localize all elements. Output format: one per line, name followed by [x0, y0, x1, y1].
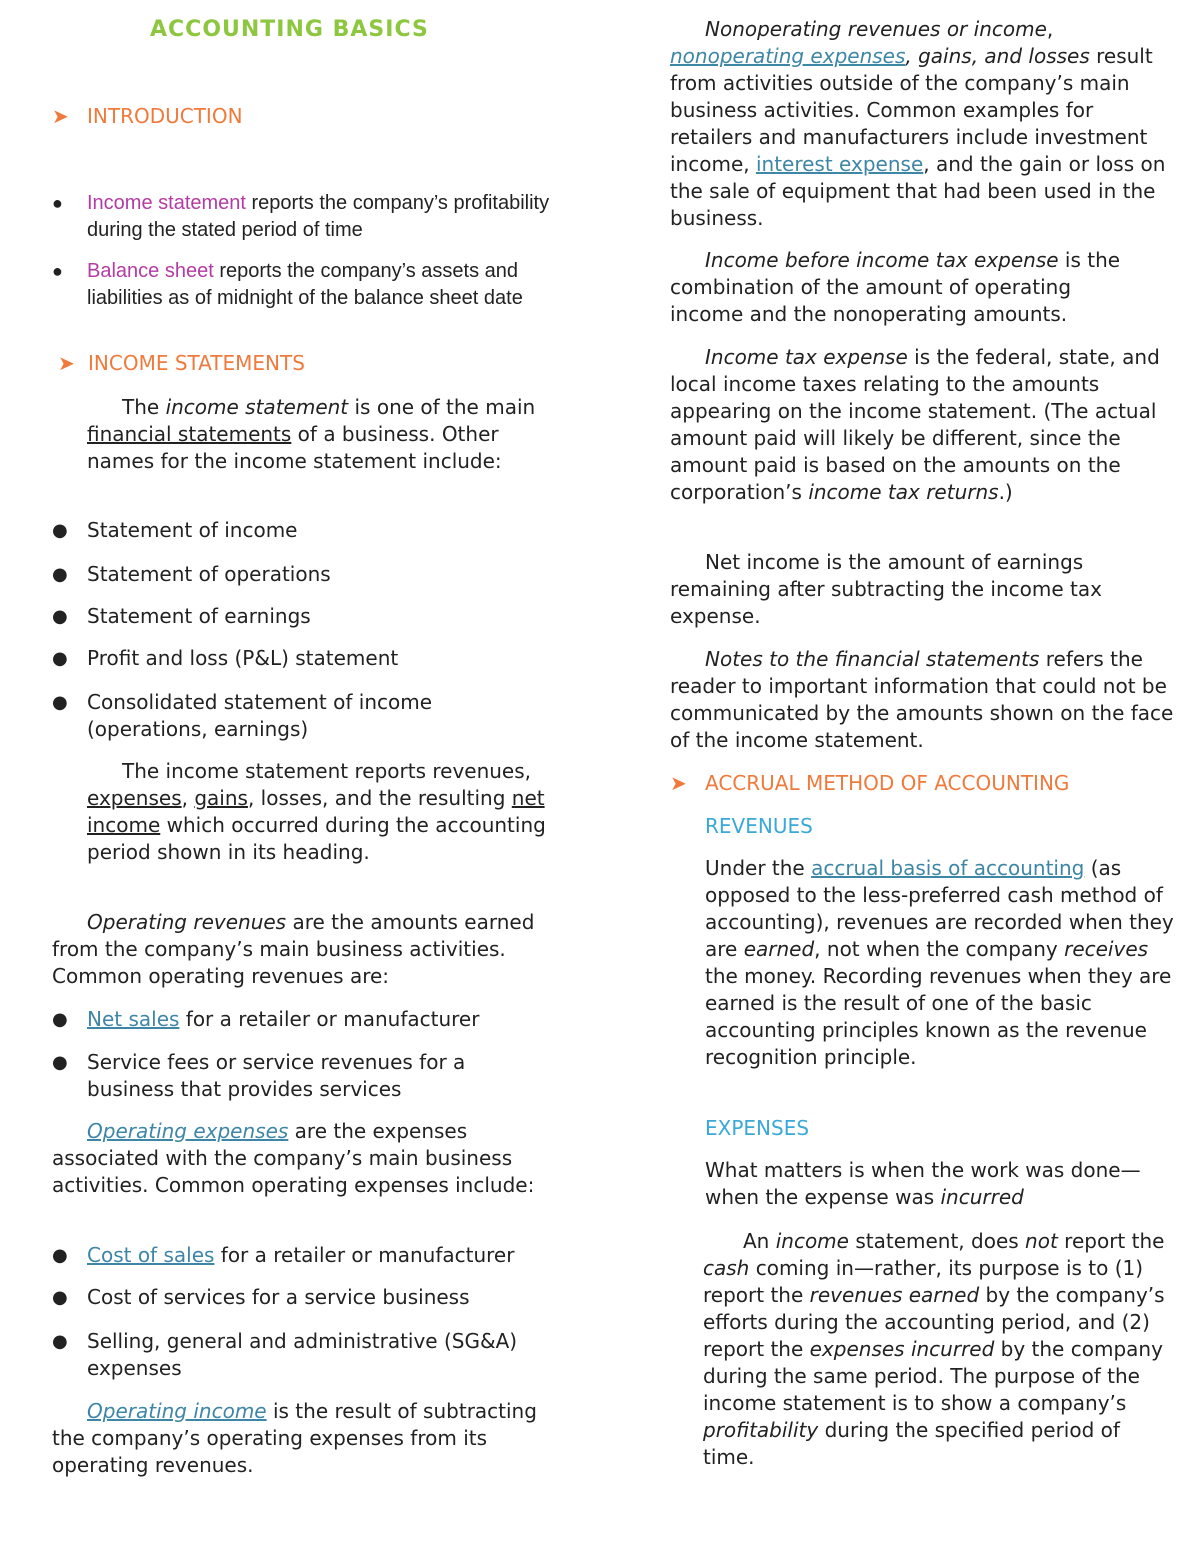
- text: of a business. Other names for the income statement include:: [87, 422, 502, 473]
- emphasis: Income tax expense: [705, 345, 908, 369]
- emphasis: Income before income tax expense: [705, 248, 1059, 272]
- paragraph: [670, 646, 1185, 754]
- list-item-text: [87, 258, 572, 312]
- text: ,: [1046, 17, 1054, 41]
- cost-of-sales-link[interactable]: Cost of sales: [87, 1243, 215, 1267]
- list-item-text: Statement of earnings: [87, 604, 311, 628]
- emphasis: Operating revenues: [87, 910, 287, 934]
- emphasis: profitability: [703, 1418, 819, 1442]
- list-item-text: [87, 1006, 479, 1033]
- text: The income statement reports revenues,: [122, 759, 532, 783]
- text: statement, does: [848, 1229, 1026, 1253]
- nonoperating-expenses-link[interactable]: nonoperating expenses: [670, 44, 906, 68]
- text: An: [743, 1229, 776, 1253]
- emphasis: receives: [1064, 937, 1149, 961]
- emphasis: income statement: [165, 395, 349, 419]
- list-item-text: [87, 190, 572, 244]
- list-item-text: [87, 1242, 514, 1269]
- financial-statements-link[interactable]: financial statements: [87, 422, 292, 446]
- section-heading-introduction: [52, 103, 243, 130]
- text: for a retailer or manufacturer: [214, 1243, 515, 1267]
- paragraph: [87, 394, 567, 475]
- text: .): [998, 480, 1013, 504]
- term-description: reports the company’s assets and liabilities as of midnight of the balance sheet date: [87, 260, 523, 309]
- list-item-text: Statement of operations: [87, 562, 331, 586]
- paragraph: [52, 1398, 567, 1479]
- operating-income-link[interactable]: Operating income: [87, 1399, 267, 1423]
- list-item-text: Statement of income: [87, 518, 298, 542]
- list-item-text: Profit and loss (P&L) statement: [87, 646, 399, 670]
- list-item: [52, 258, 572, 312]
- arrow-bullet-icon: ➤: [58, 351, 75, 375]
- paragraph: [670, 247, 1150, 328]
- net-sales-link[interactable]: Net sales: [87, 1007, 180, 1031]
- emphasis: income: [775, 1229, 849, 1253]
- text: by the company during the same period. The purpose of the income statement is to show a company’s: [703, 1337, 1163, 1415]
- emphasis: incurred: [940, 1185, 1024, 1209]
- text: by the company’s efforts during the accounting period, and (2) report the: [703, 1283, 1165, 1361]
- term-income-statement: Income statement: [87, 192, 246, 214]
- interest-expense-link[interactable]: interest expense: [755, 152, 924, 176]
- list-item: [52, 517, 572, 544]
- text: , losses, and the resulting: [247, 786, 512, 810]
- heading-text: ACCRUAL METHOD OF ACCOUNTING: [705, 771, 1070, 795]
- text: the money. Recording revenues when they are earned is the result of one of the basic accounting principles known as the revenue recognition principle.: [705, 964, 1172, 1069]
- page-title: ACCOUNTING BASICS: [150, 17, 429, 42]
- paragraph: Net income is the amount of earnings remaining after subtracting the income tax expense.: [670, 550, 1102, 628]
- accrual-basis-link[interactable]: accrual basis of accounting: [811, 856, 1085, 880]
- list-item: [52, 689, 492, 743]
- list-item: [52, 1242, 572, 1269]
- text: result from activities outside of the company’s main business activities. Common examples for retailers and manufacturers include investment income,: [670, 44, 1153, 176]
- text: during the specified period of time.: [703, 1418, 1120, 1469]
- bullet-dot-icon: ●: [52, 193, 63, 213]
- list-item: [52, 190, 572, 244]
- emphasis: Nonoperating revenues or income: [705, 17, 1047, 41]
- bullet-dot-icon: ●: [52, 1009, 68, 1030]
- list-item: [52, 1049, 522, 1103]
- text: (as opposed to the less-preferred cash method of accounting), revenues are recorded when they are: [705, 856, 1174, 961]
- paragraph: [670, 344, 1185, 506]
- emphasis: Notes to the financial statements: [705, 647, 1040, 671]
- text: is the combination of the amount of operating income and the nonoperating amounts.: [670, 248, 1121, 326]
- text: , not when the company: [814, 937, 1065, 961]
- list-item: [52, 645, 572, 672]
- text: The: [122, 395, 166, 419]
- list-item-text: Selling, general and administrative (SG&A) expenses: [87, 1329, 518, 1380]
- arrow-bullet-icon: ➤: [670, 771, 687, 795]
- heading-text: INTRODUCTION: [87, 104, 243, 128]
- paragraph: [670, 16, 1170, 232]
- expenses-link[interactable]: expenses: [87, 786, 182, 810]
- bullet-dot-icon: ●: [52, 1331, 68, 1352]
- list-item: [52, 1006, 572, 1033]
- emphasis: revenues earned: [809, 1283, 980, 1307]
- emphasis: earned: [743, 937, 815, 961]
- paragraph: [52, 1118, 557, 1199]
- emphasis: , gains, and losses: [905, 44, 1090, 68]
- list-item: [52, 603, 572, 630]
- list-item: [52, 1328, 572, 1382]
- bullet-dot-icon: ●: [52, 261, 63, 281]
- paragraph: [705, 1157, 1183, 1211]
- paragraph: [52, 909, 552, 990]
- emphasis: expenses incurred: [809, 1337, 995, 1361]
- paragraph: [87, 758, 572, 866]
- text: Under the: [705, 856, 812, 880]
- paragraph: [705, 855, 1180, 1071]
- text: ,: [181, 786, 195, 810]
- gains-link[interactable]: gains: [194, 786, 248, 810]
- text: is the federal, state, and local income taxes relating to the amounts appearing on the income statement. (The actual amount paid will likely be different, since the amount paid is based on the amounts on the corporation’s: [670, 345, 1160, 504]
- text: are the amounts earned from the company’s main business activities. Common operating revenues are:: [52, 910, 535, 988]
- heading-text: INCOME STATEMENTS: [88, 351, 305, 375]
- bullet-dot-icon: ●: [52, 648, 68, 669]
- text: report the: [1057, 1229, 1165, 1253]
- text: What matters is when the work was done—when the expense was: [705, 1158, 1141, 1209]
- list-item: [52, 1284, 572, 1311]
- list-item-text: Cost of services for a service business: [87, 1285, 470, 1309]
- text: is the result of subtracting the company’s operating expenses from its operating revenues.: [52, 1399, 537, 1477]
- subheading-expenses: EXPENSES: [705, 1116, 810, 1140]
- emphasis: income tax returns: [808, 480, 999, 504]
- text: , and the gain or loss on the sale of equipment that had been used in the business.: [670, 152, 1166, 230]
- bullet-dot-icon: ●: [52, 606, 68, 627]
- emphasis: cash: [703, 1256, 750, 1280]
- emphasis: not: [1025, 1229, 1058, 1253]
- bullet-dot-icon: ●: [52, 564, 68, 585]
- term-balance-sheet: Balance sheet: [87, 260, 214, 282]
- text: coming in—rather, its purpose is to (1) report the: [703, 1256, 1144, 1307]
- text: refers the reader to important information that could not be communicated by the amounts shown on the face of the income statement.: [670, 647, 1174, 752]
- net-income-link[interactable]: net income: [87, 786, 545, 837]
- paragraph: [703, 1228, 1173, 1471]
- arrow-bullet-icon: ➤: [52, 104, 69, 128]
- bullet-dot-icon: ●: [52, 692, 68, 713]
- subheading-revenues: REVENUES: [705, 814, 813, 838]
- text: is one of the main: [348, 395, 536, 419]
- list-item-text: Consolidated statement of income (operations, earnings): [87, 690, 433, 741]
- term-description: reports the company’s profitability during the stated period of time: [87, 192, 550, 241]
- text: are the expenses associated with the company’s main business activities. Common operating expenses include:: [52, 1119, 535, 1197]
- list-item-text: Service fees or service revenues for a business that provides services: [87, 1050, 466, 1101]
- bullet-dot-icon: ●: [52, 1287, 68, 1308]
- bullet-dot-icon: ●: [52, 1245, 68, 1266]
- text: for a retailer or manufacturer: [179, 1007, 480, 1031]
- list-item: [52, 561, 572, 588]
- operating-expenses-link[interactable]: Operating expenses: [87, 1119, 289, 1143]
- section-heading-income-statements: [58, 350, 305, 377]
- text: which occurred during the accounting period shown in its heading.: [87, 813, 546, 864]
- section-heading-accrual: [670, 770, 1069, 797]
- bullet-dot-icon: ●: [52, 520, 68, 541]
- bullet-dot-icon: ●: [52, 1052, 68, 1073]
